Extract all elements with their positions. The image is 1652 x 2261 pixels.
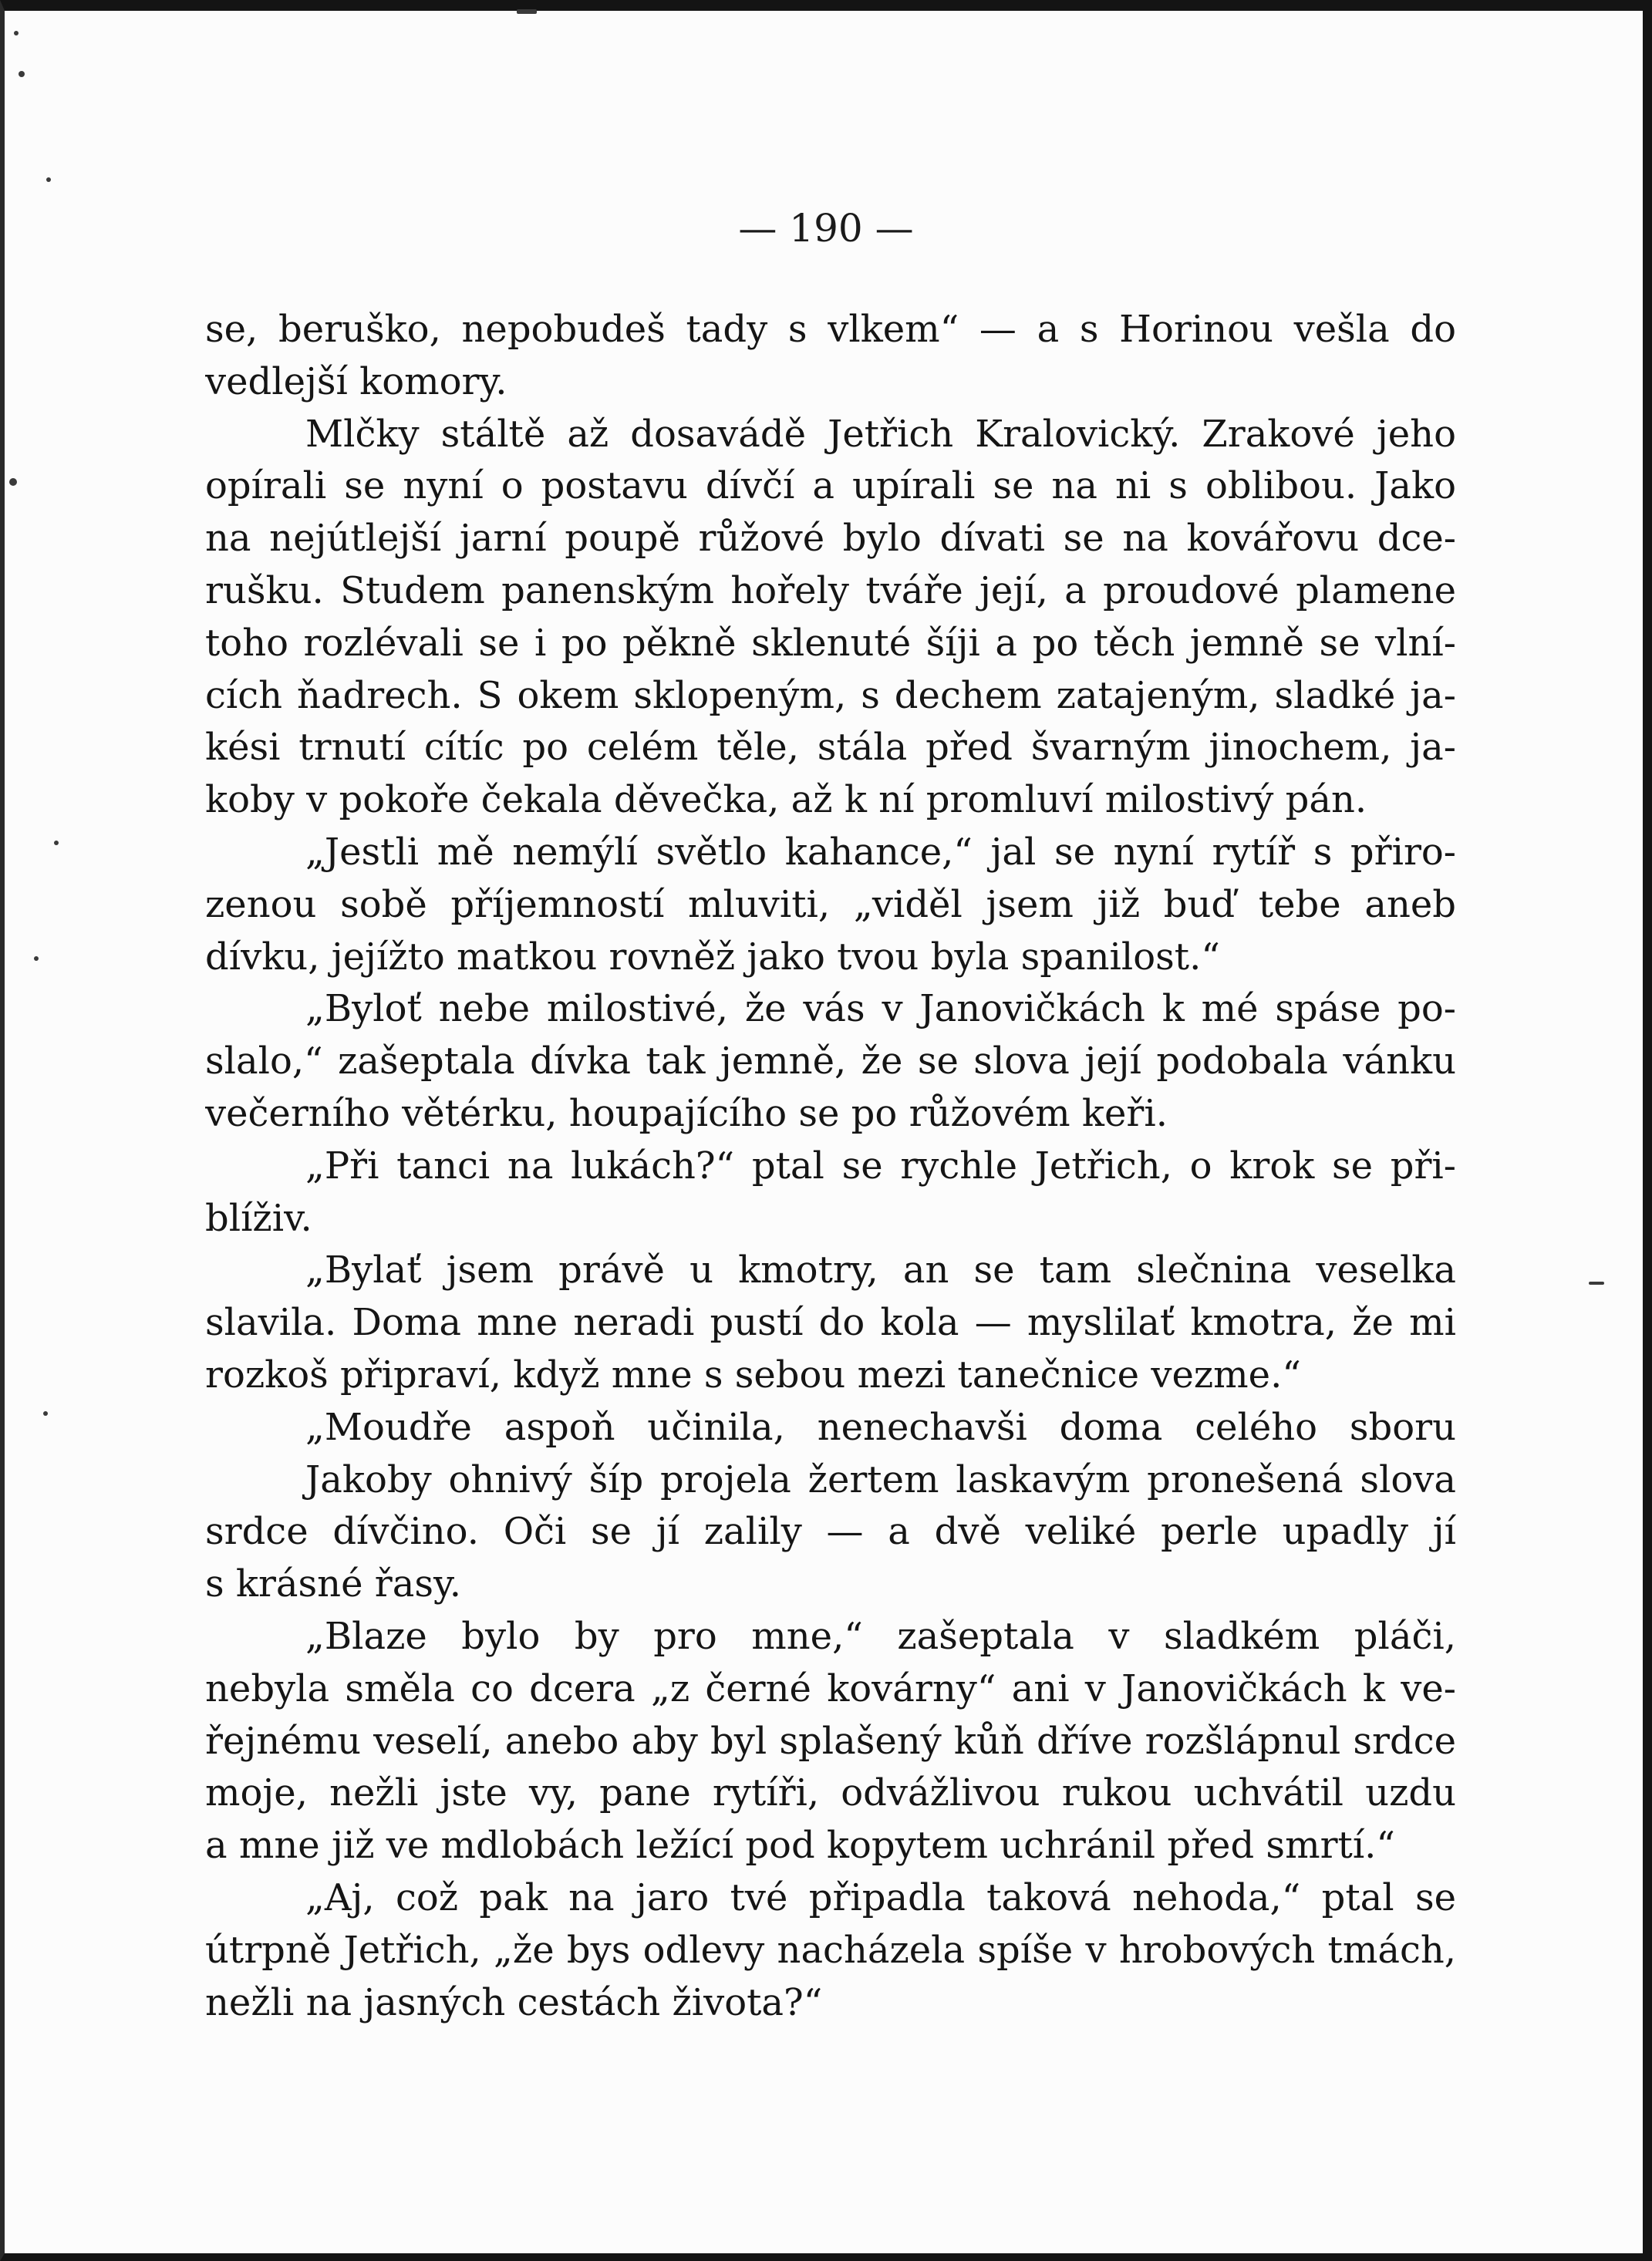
text-line: na nejútlejší jarní poupě růžové bylo dívati se na kovářovu dce- <box>205 517 1456 561</box>
paragraph <box>205 1141 1456 1245</box>
text-line: „Aj, což pak na jaro tvé připadla taková nehoda,“ ptal se <box>305 1875 1456 1919</box>
text-line: s krásné řasy. <box>205 1562 461 1606</box>
text-line: nežli na jasných cestách života?“ <box>205 1980 823 2024</box>
body-text <box>205 304 1456 2029</box>
page-number: — 190 — <box>738 206 914 251</box>
paragraph <box>205 1402 1456 1454</box>
text-line: večerního větérku, houpajícího se po růžovém keři. <box>205 1091 1168 1135</box>
text-line: rozkoš připraví, když mne s sebou mezi tanečnice vezme.“ <box>205 1353 1301 1397</box>
scan-speck <box>517 9 537 14</box>
paragraph <box>205 1245 1456 1401</box>
text-line: vedlejší komory. <box>205 359 507 403</box>
text-line: nebyla směla co dcera „z černé kovárny“ ani v Janovičkách k ve- <box>205 1666 1456 1710</box>
text-line: rušku. Studem panenským hořely tváře její, a proudové plamene <box>205 568 1456 612</box>
text-line: cích ňadrech. S okem sklopeným, s dechem zatajeným, sladké ja- <box>205 673 1456 717</box>
text-line: moje, nežli jste vy, pane rytíři, odvážlivou rukou uchvátil uzdu <box>205 1771 1456 1815</box>
text-line: srdce dívčino. Oči se jí zalily — a dvě veliké perle upadly jí <box>205 1510 1456 1554</box>
paragraph <box>205 1872 1456 2029</box>
paragraph <box>205 827 1456 983</box>
scan-speck <box>54 841 59 845</box>
text-line: dívku, jejížto matkou rovněž jako tvou byla spanilost.“ <box>205 935 1220 979</box>
scan-speck <box>19 71 25 77</box>
text-line: „Byloť nebe milostivé, že vás v Janovičkách k mé spáse po- <box>305 987 1456 1031</box>
text-line: „Blaze bylo by pro mne,“ zašeptala v sladkém pláči, <box>305 1614 1456 1658</box>
text-line: „Jestli mě nemýlí světlo kahance,“ jal se nyní rytíř s přiro- <box>305 830 1456 874</box>
text-line: a mne již ve mdlobách ležící pod kopytem uchránil před smrtí.“ <box>205 1824 1395 1868</box>
scan-speck <box>34 956 39 961</box>
paragraph <box>205 409 1456 827</box>
scan-speck <box>14 31 19 35</box>
text-line: kési trnutí cítíc po celém těle, stála před švarným jinochem, ja- <box>205 726 1456 770</box>
text-line: „Moudře aspoň učinila, nenechavši doma celého sboru <box>305 1405 1456 1449</box>
text-line: toho rozlévali se i po pěkně sklenuté šíji a po těch jemně se vlní- <box>205 621 1456 665</box>
text-line: slalo,“ zašeptala dívka tak jemně, že se slova její podobala vánku <box>205 1040 1456 1083</box>
paragraph <box>205 983 1456 1140</box>
text-line: útrpně Jetřich, „že bys odlevy nacházela spíše v hrobových tmách, <box>205 1928 1456 1972</box>
text-line: koby v pokoře čekala děvečka, až k ní promluví milostivý pán. <box>205 778 1367 822</box>
text-line: blíživ. <box>205 1196 312 1240</box>
text-line: opírali se nyní o postavu dívčí a upírali se na ni s oblibou. Jako <box>205 464 1456 508</box>
scan-speck <box>9 478 17 486</box>
paragraph <box>205 1611 1456 1872</box>
text-line: „Bylať jsem právě u kmotry, an se tam slečnina veselka <box>305 1248 1456 1292</box>
text-line: „Při tanci na lukách?“ ptal se rychle Jetřich, o krok se při- <box>305 1144 1456 1188</box>
text-line: Mlčky stáltě až dosavádě Jetřich Kralovický. Zrakové jeho <box>305 412 1456 456</box>
scan-speck <box>1589 1282 1604 1285</box>
text-line: Jakoby ohnivý šíp projela žertem laskavým pronešená slova <box>305 1457 1456 1501</box>
paragraph <box>205 1454 1456 1611</box>
scan-speck <box>46 177 51 182</box>
text-line: slavila. Doma mne neradi pustí do kola — myslilať kmotra, že mi <box>205 1301 1456 1345</box>
paragraph <box>205 304 1456 409</box>
text-line: zenou sobě příjemností mluviti, „viděl jsem již buď tebe aneb <box>205 882 1456 926</box>
text-line: řejnému veselí, anebo aby byl splašený kůň dříve rozšlápnul srdce <box>205 1719 1456 1763</box>
text-line: se, beruško, nepobudeš tady s vlkem“ — a s Horinou vešla do <box>205 308 1456 351</box>
scan-speck <box>43 1411 48 1416</box>
